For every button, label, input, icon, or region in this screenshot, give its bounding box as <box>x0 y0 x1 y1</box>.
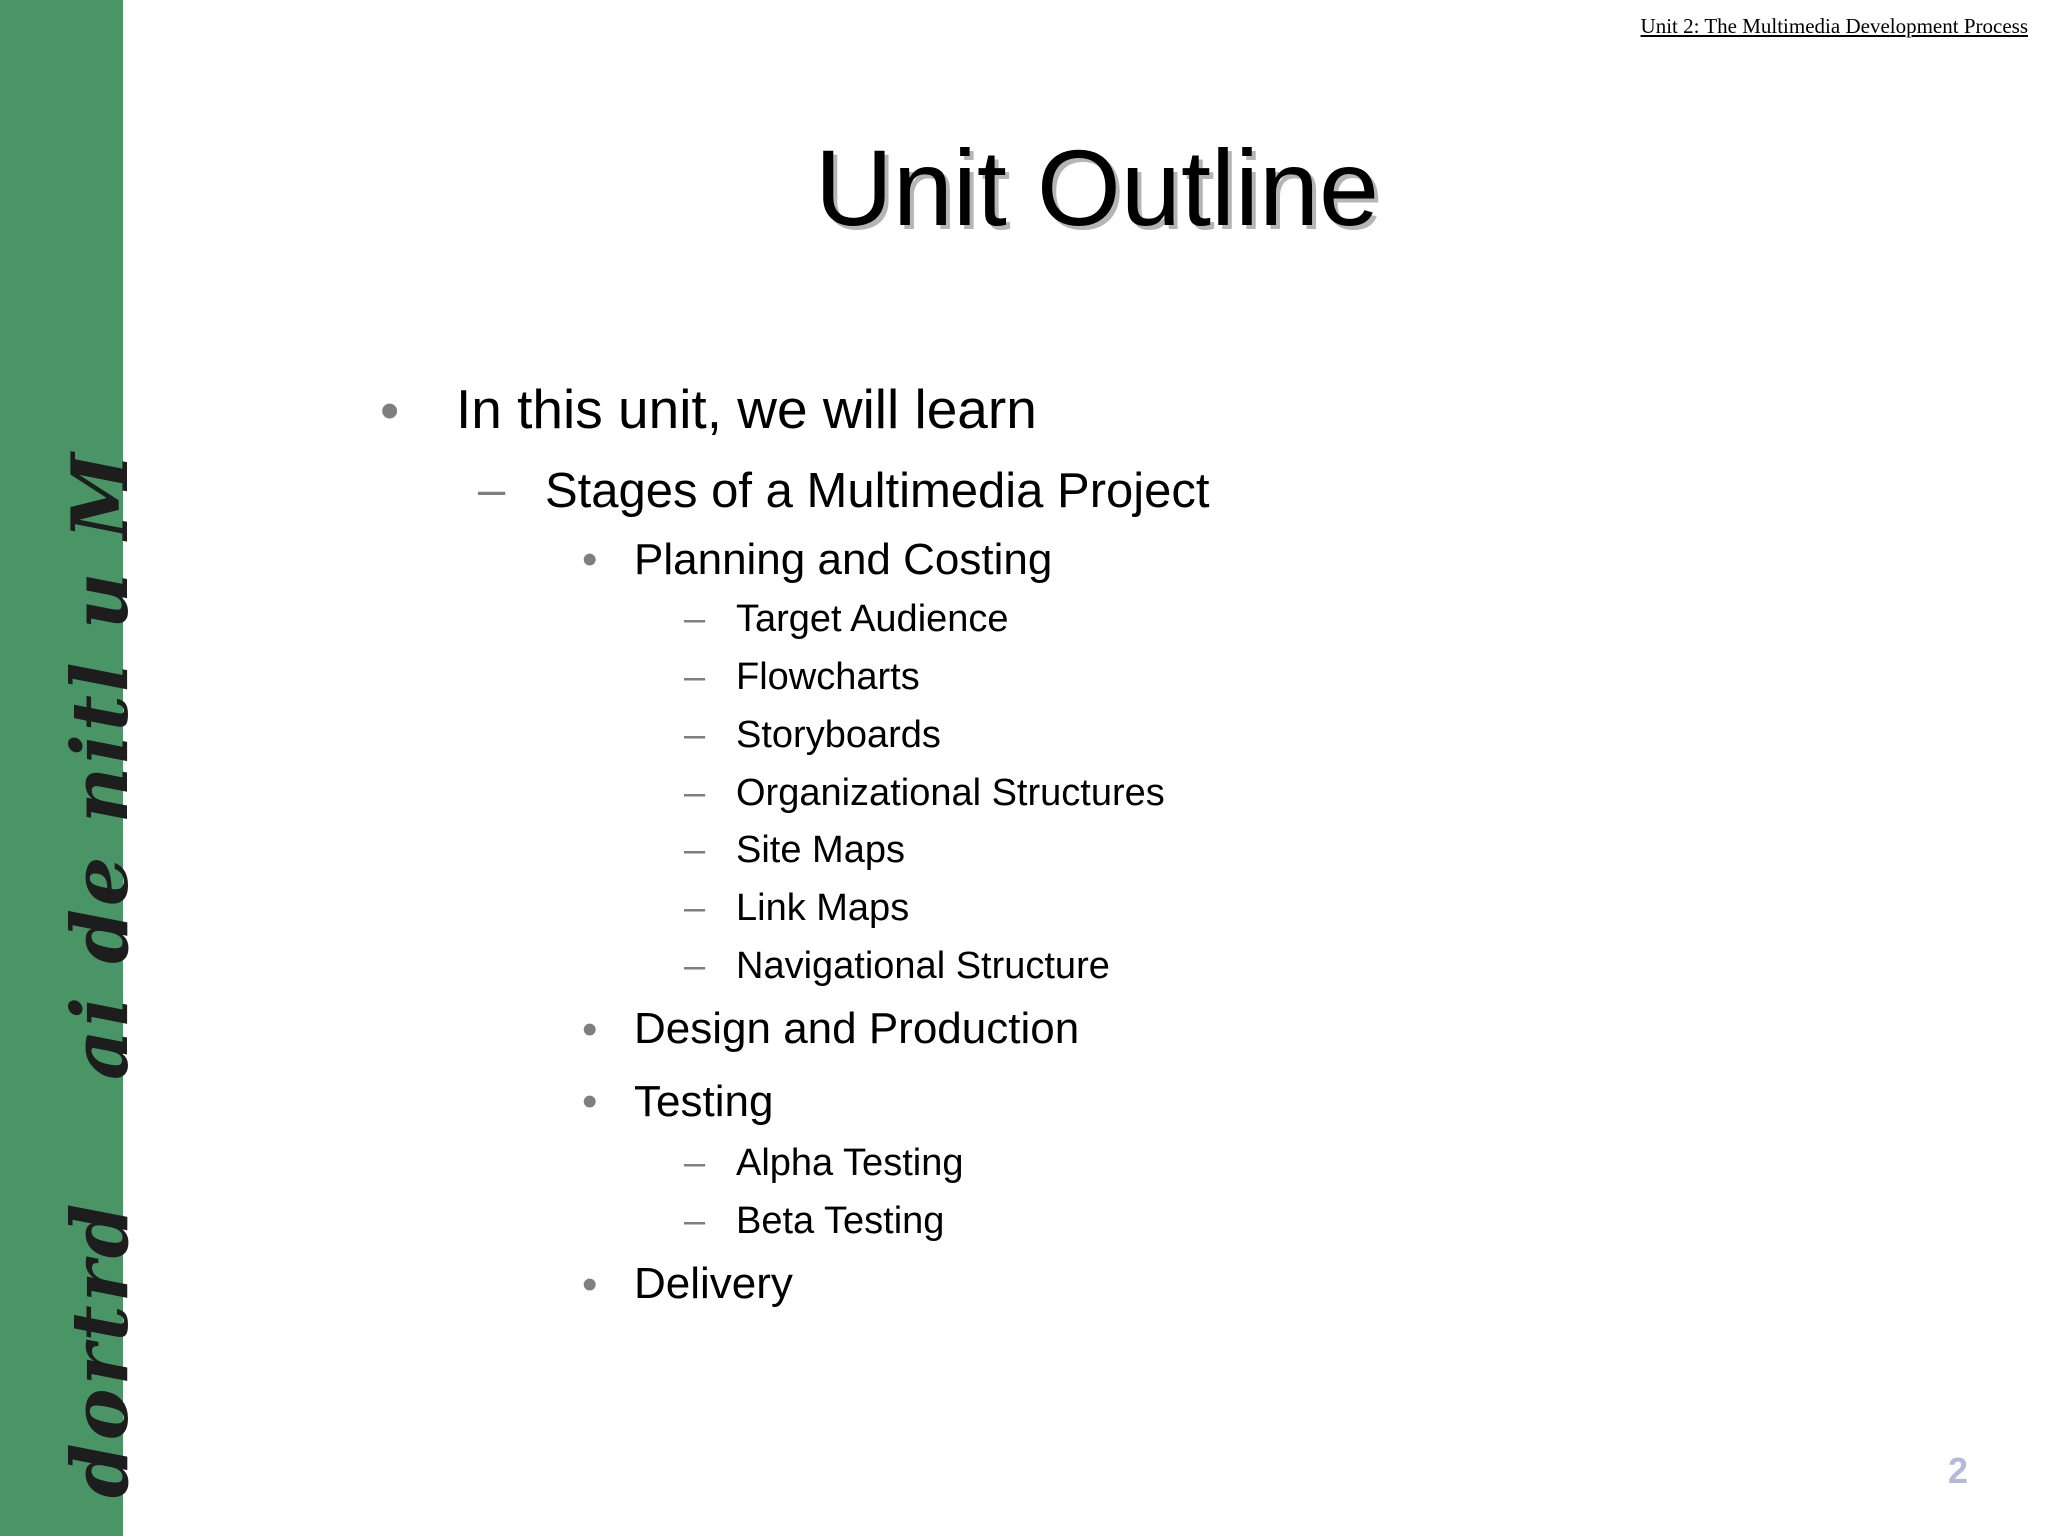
planning-item: Link Maps <box>736 887 910 929</box>
bullet-marker: • <box>582 1260 598 1309</box>
dash-marker: – <box>478 463 506 517</box>
outline-delivery: Delivery <box>634 1259 793 1308</box>
sidebar-watermark: dortrd ai de nitl u M <box>55 450 146 1498</box>
planning-item: Organizational Structures <box>736 772 1165 814</box>
planning-item: Target Audience <box>736 598 1009 640</box>
bullet-marker: • <box>582 535 598 584</box>
outline-intro: In this unit, we will learn <box>456 378 1037 440</box>
dash-marker: – <box>684 945 706 987</box>
dash-marker: – <box>684 714 706 756</box>
page-number: 2 <box>1947 1450 1968 1491</box>
slide-title: Unit Outline <box>814 127 1380 248</box>
dash-marker: – <box>684 829 706 871</box>
outline-section: Stages of a Multimedia Project <box>545 464 1210 518</box>
header-caption: Unit 2: The Multimedia Development Process <box>1640 14 2028 38</box>
dash-marker: – <box>684 656 706 698</box>
planning-item: Storyboards <box>736 714 941 756</box>
outline-testing: Testing <box>634 1077 774 1126</box>
bullet-marker: • <box>380 379 400 441</box>
testing-item: Alpha Testing <box>736 1142 964 1184</box>
testing-item: Beta Testing <box>736 1200 945 1242</box>
bullet-marker: • <box>582 1005 598 1054</box>
dash-marker: – <box>684 1200 706 1242</box>
bullet-marker: • <box>582 1077 598 1126</box>
dash-marker: – <box>684 887 706 929</box>
dash-marker: – <box>684 772 706 814</box>
outline-planning: Planning and Costing <box>634 535 1053 584</box>
dash-marker: – <box>684 598 706 640</box>
planning-item: Navigational Structure <box>736 945 1110 987</box>
outline-design: Design and Production <box>634 1004 1080 1053</box>
planning-item: Flowcharts <box>736 656 920 698</box>
dash-marker: – <box>684 1142 706 1184</box>
planning-item: Site Maps <box>736 829 905 871</box>
